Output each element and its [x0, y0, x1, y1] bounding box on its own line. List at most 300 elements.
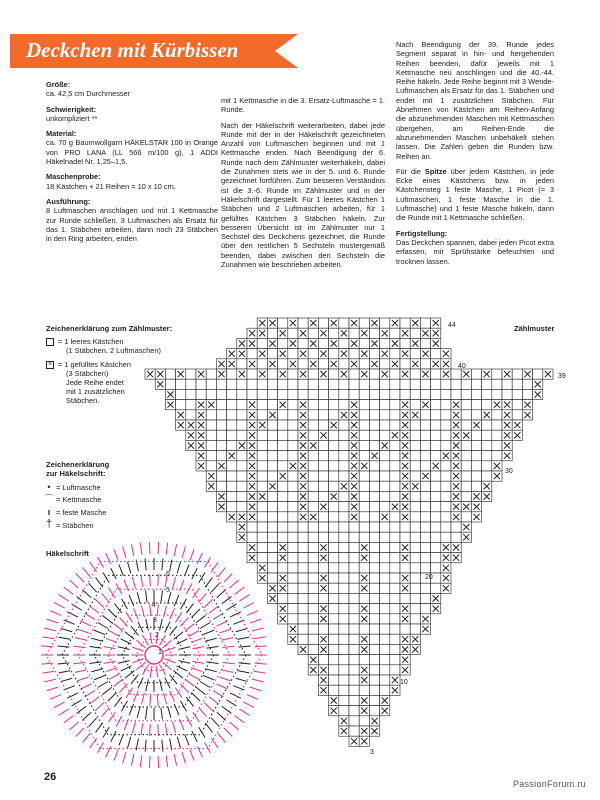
- stitch-mark: [247, 611, 258, 616]
- stitch-mark: [95, 599, 104, 607]
- instructions-p1: mit 1 Kettmasche in die 3. Ersatz-Luftmasche = 1. Runde.: [221, 96, 385, 115]
- stitch-mark: [119, 734, 123, 745]
- stitch-mark: [150, 632, 152, 644]
- stitch-mark: [125, 632, 134, 639]
- stitch-mark: [146, 679, 149, 691]
- stitch-mark: [102, 708, 110, 717]
- stitch-mark: [192, 568, 197, 579]
- stitch-mark: [106, 746, 111, 757]
- stitch-mark: [89, 718, 97, 727]
- stitch-mark: [134, 691, 139, 702]
- legend-staebchen: = Stäbchen: [56, 521, 94, 530]
- stitch-mark: [238, 637, 250, 639]
- stitch-mark: [217, 712, 226, 720]
- stitch-mark: [236, 678, 248, 681]
- page-title: Deckchen mit Kürbissen: [26, 38, 239, 62]
- gauge-value: 18 Kästchen + 21 Reihen = 10 x 10 cm.: [46, 181, 176, 191]
- stitch-mark: [199, 708, 207, 717]
- stitch-mark: [211, 738, 218, 748]
- stitch-mark: [247, 695, 258, 700]
- stitch-mark: [239, 595, 249, 601]
- stitch-mark: [162, 558, 163, 570]
- stitch-mark: [196, 687, 206, 694]
- execution-value: 8 Luftmaschen anschlagen und mit 1 Kettmasche zur Runde schließen. 3 Luftmaschen als Ersatz für das 1. Stäbchen arbeiten, dann noch 23 Stäbchen in den Ring arbeiten, enden: [46, 206, 218, 244]
- stitch-mark: [182, 752, 185, 764]
- stitch-mark: [57, 663, 69, 664]
- filled-line5: Stäbchen.: [66, 396, 100, 405]
- stitch-mark: [205, 578, 212, 588]
- stitch-mark: [170, 608, 175, 619]
- size-value: ca. 42,5 cm Durchmesser: [46, 89, 131, 99]
- stitch-mark: [72, 604, 82, 610]
- stitch-mark: [64, 587, 74, 594]
- stitch-mark: [174, 671, 183, 678]
- difficulty-label: Schwierigkeit:: [46, 104, 97, 114]
- stitch-mark: [141, 723, 143, 735]
- stitch-mark: [180, 684, 188, 693]
- stitch-mark: [217, 621, 228, 626]
- stitch-mark: [191, 638, 202, 642]
- stitch-mark: [192, 661, 204, 663]
- slip-stitch-icon: ⌒: [44, 494, 54, 504]
- stitch-mark: [233, 686, 244, 690]
- stitch-mark: [59, 671, 71, 673]
- stitch-mark: [141, 575, 143, 587]
- filled-line4: mit 1 zusätzlichen: [66, 387, 125, 396]
- stitch-mark: [108, 692, 116, 700]
- stitch-mark: [103, 727, 109, 737]
- stitch-mark: [178, 661, 190, 664]
- stitch-mark: [145, 558, 146, 570]
- size-label: Größe:: [46, 80, 71, 89]
- stitch-mark: [83, 567, 91, 576]
- stitch-mark: [132, 647, 143, 651]
- stitch-mark: [192, 731, 197, 742]
- stitch-mark: [150, 694, 151, 706]
- round-label-3: 3: [153, 617, 157, 624]
- stitch-mark: [254, 671, 266, 673]
- stitch-mark: [177, 562, 180, 574]
- stitch-mark: [59, 637, 71, 639]
- count-legend-title: Zeichenerklärung zum Zählmuster:: [46, 324, 173, 333]
- zaehlmuster-title: Zählmuster: [514, 324, 555, 333]
- stitch-mark: [73, 646, 85, 647]
- material-label: Material:: [46, 129, 77, 139]
- stitch-mark: [118, 661, 130, 664]
- stitch-mark: [211, 562, 218, 572]
- stitch-mark: [160, 665, 166, 675]
- stitch-mark: [80, 684, 91, 689]
- material-value: ca. 70 g Baumwollgarn HÄKELSTAR 100 in Orange von PRO LANA (LL 566 m/100 g), 1 ADDI Häkelnadel Nr. 1,25–1,5.: [46, 138, 218, 167]
- stitch-mark: [250, 619, 261, 623]
- stitch-mark: [197, 746, 202, 757]
- stitch-mark: [64, 716, 74, 723]
- stitch-mark: [205, 723, 212, 733]
- stitch-mark: [90, 562, 97, 572]
- stitch-mark: [205, 742, 211, 752]
- stitch-mark: [157, 694, 158, 706]
- stitch-mark: [124, 719, 128, 730]
- crochet-legend-title1: Zeichenerklärung: [46, 460, 110, 469]
- stitch-mark: [94, 675, 105, 680]
- stitch-mark: [75, 638, 87, 641]
- stitch-mark: [150, 724, 151, 736]
- stitch-mark: [61, 678, 73, 681]
- stitch-mark: [181, 701, 187, 711]
- stitch-mark: [170, 560, 172, 572]
- row-label-30: 30: [505, 468, 513, 475]
- round-label-4: 4: [152, 602, 156, 609]
- finish-label: Fertigstellung:: [396, 228, 448, 238]
- row-label-20: 20: [425, 574, 433, 581]
- crochet-legend-title2: zur Häkelschrift:: [46, 469, 106, 478]
- stitch-mark: [132, 577, 135, 589]
- stitch-mark: [95, 702, 104, 710]
- stitch-mark: [116, 716, 122, 727]
- stitch-mark: [217, 590, 226, 598]
- stitch-mark: [205, 669, 217, 672]
- stitch-mark: [177, 666, 188, 671]
- stitch-mark: [175, 688, 182, 698]
- stitch-mark: [57, 646, 69, 647]
- row-label-10: 10: [400, 679, 408, 686]
- stitch-mark: [145, 740, 146, 752]
- stitch-mark: [91, 638, 103, 641]
- gauge-label: Maschenprobe:: [46, 172, 101, 182]
- stitch-mark: [188, 631, 199, 637]
- stitch-mark: [122, 701, 128, 711]
- stitch-mark: [250, 687, 261, 691]
- stitch-mark: [211, 583, 219, 592]
- stitch-mark: [104, 647, 116, 649]
- stitch-mark: [54, 602, 65, 608]
- stitch-mark: [102, 687, 112, 694]
- stitch-mark: [196, 615, 206, 622]
- stitch-mark: [83, 733, 91, 742]
- filled-line1: = 1 gefülltes Kästchen: [58, 360, 131, 369]
- stitch-mark: [61, 628, 73, 631]
- stitch-mark: [190, 549, 194, 560]
- stitch-mark: [243, 602, 254, 608]
- stitch-mark: [200, 623, 210, 629]
- stitch-mark: [166, 755, 167, 767]
- stitch-mark: [150, 666, 152, 678]
- stitch-mark: [42, 671, 54, 673]
- round-label-1: 1: [158, 649, 162, 656]
- stitch-mark: [77, 677, 88, 681]
- stitch-mark: [230, 580, 239, 588]
- filled-line3: Jede Reihe endet: [66, 378, 124, 387]
- stitch-mark: [182, 546, 185, 558]
- empty-line1: = 1 leeres Kästchen: [58, 337, 124, 346]
- stitch-mark: [186, 583, 192, 594]
- stitch-mark: [54, 702, 65, 708]
- stitch-mark: [252, 679, 264, 682]
- row-label-3: 3: [370, 749, 374, 756]
- stitch-mark: [125, 671, 134, 678]
- stitch-mark: [47, 619, 58, 623]
- stitch-mark: [164, 606, 167, 618]
- stitch-mark: [243, 702, 254, 708]
- stitch-mark: [69, 722, 78, 730]
- round-label-2: 2: [155, 632, 159, 639]
- stitch-mark: [226, 700, 236, 706]
- stitch-mark: [217, 684, 228, 689]
- stitch-mark: [193, 712, 200, 722]
- stitch-mark: [129, 704, 134, 715]
- stitch-mark: [209, 606, 219, 613]
- stitch-mark: [85, 613, 95, 619]
- stitch-mark: [239, 646, 251, 647]
- stitch-mark: [64, 620, 75, 624]
- stitch-mark: [204, 599, 213, 607]
- difficulty-value: unkompliziert **: [46, 113, 98, 123]
- stitch-mark: [140, 543, 141, 555]
- stitch-mark: [221, 638, 233, 641]
- tip-post: über jedem Kästchen, in jede Ecke eines Kästchens bzw. in jeden Kästchensteg 1 feste Masche, 1 Picot (= 3 Luftmaschen, 1 feste Masche in die 1. Luftmasche) und 1 feste Masche häkeln, dann die Runde mit 1 Kettmasche schließen.: [396, 166, 554, 223]
- stitch-mark: [203, 675, 214, 680]
- stitch-mark: [239, 663, 251, 664]
- stitch-mark: [186, 603, 193, 613]
- legend-feste-masche: = feste Masche: [56, 508, 107, 517]
- stitch-mark: [218, 567, 226, 576]
- stitch-mark: [172, 577, 175, 589]
- legend-luftmasche: = Luftmasche: [56, 483, 101, 492]
- page-number: 26: [44, 771, 57, 783]
- stitch-mark: [98, 742, 104, 752]
- stitch-mark: [162, 662, 171, 670]
- stitch-mark: [90, 606, 100, 613]
- stitch-mark: [94, 630, 105, 635]
- stitch-mark: [146, 708, 148, 720]
- stitch-mark: [199, 727, 205, 737]
- stitch-mark: [76, 574, 84, 583]
- stitch-mark: [114, 624, 123, 631]
- stitch-mark: [109, 631, 120, 637]
- execution-label: Ausführung:: [46, 196, 91, 206]
- stitch-mark: [91, 669, 103, 672]
- stitch-mark: [96, 723, 103, 733]
- stitch-mark: [185, 734, 189, 745]
- stitch-mark: [75, 670, 87, 673]
- stitch-mark: [191, 692, 199, 700]
- stitch-mark: [162, 740, 163, 752]
- stitch-mark: [136, 739, 138, 751]
- stitch-mark: [160, 679, 163, 691]
- stitch-mark: [254, 637, 266, 639]
- stitch-mark: [222, 706, 232, 713]
- stitch-mark: [172, 721, 175, 733]
- empty-line2: (1 Stäbchen, 2 Luftmaschen): [66, 346, 161, 355]
- stitch-mark: [191, 668, 202, 672]
- stitch-mark: [141, 606, 144, 618]
- stitch-mark: [109, 674, 120, 680]
- double-crochet-icon: †: [45, 518, 53, 530]
- stitch-mark: [114, 749, 118, 760]
- stitch-mark: [174, 632, 183, 639]
- stitch-mark: [157, 604, 158, 616]
- stitch-mark: [150, 574, 151, 586]
- stitch-mark: [188, 674, 199, 680]
- round-label-6: 6: [166, 571, 170, 578]
- stitch-mark: [102, 615, 112, 622]
- stitch-mark: [156, 666, 158, 678]
- stitch-mark: [119, 565, 123, 576]
- stitch-mark: [161, 591, 163, 603]
- stitch-mark: [209, 697, 219, 704]
- stitch-mark: [180, 617, 188, 626]
- stitch-mark: [119, 684, 127, 693]
- stitch-mark: [158, 724, 159, 736]
- stitch-mark: [108, 609, 116, 617]
- stitch-mark: [140, 755, 141, 767]
- stitch-mark: [136, 640, 145, 648]
- stitch-mark: [174, 544, 176, 556]
- stitch-mark: [150, 604, 151, 616]
- stitch-mark: [119, 617, 127, 626]
- stitch-mark: [219, 629, 230, 633]
- stitch-mark: [170, 691, 175, 702]
- stitch-mark: [199, 593, 207, 602]
- stitch-mark: [121, 639, 132, 644]
- stitch-mark: [230, 612, 241, 617]
- stitch-mark: [180, 580, 184, 591]
- stitch-mark: [165, 622, 170, 633]
- filled-box-icon: ×: [47, 361, 53, 368]
- stitch-mark: [67, 693, 78, 698]
- stitch-mark: [98, 557, 104, 567]
- stitch-mark: [185, 624, 194, 631]
- stitch-mark: [111, 731, 116, 742]
- row-label-44: 44: [448, 322, 456, 329]
- stitch-mark: [118, 647, 130, 650]
- stitch-mark: [221, 670, 233, 673]
- stitch-mark: [211, 718, 219, 727]
- stitch-mark: [82, 590, 91, 598]
- haekelschrift-title: Häkelschrift: [46, 549, 89, 558]
- stitch-mark: [44, 628, 56, 631]
- stitch-mark: [224, 728, 232, 737]
- stitch-mark: [219, 677, 230, 681]
- stitch-mark: [178, 647, 190, 650]
- stitch-mark: [200, 682, 210, 688]
- tip-bold: Spitze: [424, 166, 447, 176]
- stitch-mark: [73, 662, 85, 663]
- round-label-5: 5: [166, 587, 170, 594]
- stitch-mark: [80, 621, 91, 626]
- stitch-mark: [50, 695, 61, 700]
- stitch-mark: [69, 580, 78, 588]
- stitch-mark: [58, 595, 68, 601]
- stitch-mark: [185, 565, 189, 576]
- stitch-mark: [165, 723, 167, 735]
- stitch-mark: [218, 733, 226, 742]
- stitch-mark: [235, 716, 245, 723]
- stitch-mark: [90, 697, 100, 704]
- stitch-mark: [230, 722, 239, 730]
- stitch-mark: [103, 573, 109, 583]
- stitch-mark: [42, 637, 54, 639]
- stitch-mark: [239, 709, 249, 715]
- stitch-mark: [134, 608, 139, 619]
- stitch-mark: [90, 647, 102, 649]
- legend-kettmasche: = Kettmasche: [56, 495, 102, 504]
- stitch-mark: [203, 630, 214, 635]
- stitch-mark: [197, 553, 202, 564]
- stitch-mark: [90, 662, 102, 664]
- stitch-mark: [146, 591, 148, 603]
- instructions-p3: Nach Beendigung der 39. Runde jedes Segment separat in hin- und hergehenden Reihen beenden, dafür jeweils mit 1 Kettmasche neu anschlingen und die 40.-44. Reihe häkeln. Jede Reihe beginnt mit 3 Wende-Luftmaschen als Ersatz für das 1. Stäbchen und endet mit 1 zusätzlichen Stäbchen. Für Abnehmen von Kästchen am Reihen-Anfang die abzunehmenden Maschen mit Kettmaschen übergehen, am Reihen-Ende die abzunehmenden Maschen unbehäkelt stehen lassen. Die Zahlen geben die Runden bzw. Reihen an.: [396, 40, 554, 161]
- stitch-mark: [158, 574, 159, 586]
- stitch-mark: [90, 738, 97, 748]
- stitch-mark: [204, 702, 213, 710]
- stitch-mark: [207, 647, 219, 649]
- stitch-mark: [58, 709, 68, 715]
- stitch-mark: [41, 646, 53, 647]
- stitch-mark: [109, 588, 116, 598]
- stitch-mark: [123, 752, 126, 764]
- tip-pre: Für die: [396, 166, 425, 176]
- stitch-mark: [236, 628, 248, 631]
- stitch-mark: [146, 619, 149, 631]
- stitch-mark: [238, 671, 250, 673]
- stitch-mark: [223, 646, 235, 647]
- instructions-p2: Nach der Häkelschrift weiterarbeiten, dabei jede Runde mit der in der Häkelschrift gezeichneten Anzahl von Luftmaschen beginnen und mit 1 Kettmasche enden. Nach Beendigung der 6. Runde nach dem Zählmuster weiterhäkeln, dabei die Zunahmen stets wie in der 5. und 6. Runde gezeichnet fortführen. Zum besseren Verständnis ist die 3.-6. Runde im Zählmuster und in der Häkelschrift dargestellt. Für 1 leeres Kästchen 1 Stäbchen und 2 Luftmaschen arbeiten, für 1 gefülltes Kästchen 3 Stäbchen häkeln. Zur besseren Übersicht ist im Zählmuster nur 1 Sechstel des Deckchens gezeichnet, die Runde über den restlichen 5 Sechsteln mustergemäß beenden, dabei zwischen den Sechsteln die Zunahmen wie beschrieben arbeiten.: [221, 120, 385, 270]
- stitch-mark: [252, 628, 264, 631]
- finish-value: Das Deckchen spannen, dabei jeden Picot extra erfassen, mit Sprühstärke befeuchten und trocknen lassen.: [396, 237, 554, 266]
- stitch-mark: [190, 749, 194, 760]
- stitch-mark: [205, 638, 217, 641]
- stitch-mark: [174, 704, 179, 715]
- stitch-mark: [114, 697, 121, 707]
- stitch-mark: [213, 691, 223, 697]
- row-label-39: 39: [558, 373, 566, 380]
- stitch-mark: [114, 603, 121, 613]
- stitch-mark: [137, 706, 140, 718]
- stitch-mark: [177, 737, 180, 749]
- stitch-mark: [166, 543, 167, 555]
- stitch-mark: [82, 712, 91, 720]
- stitch-mark: [235, 587, 245, 594]
- stitch-mark: [129, 595, 134, 606]
- stitch-mark: [47, 687, 58, 691]
- stitch-mark: [111, 568, 116, 579]
- stitch-mark: [143, 665, 149, 675]
- stitch-mark: [132, 721, 135, 733]
- stitch-mark: [104, 661, 116, 663]
- stitch-mark: [186, 697, 193, 707]
- stitch-mark: [224, 574, 232, 583]
- stitch-mark: [192, 647, 204, 649]
- stitch-mark: [174, 754, 176, 766]
- stitch-mark: [114, 679, 123, 686]
- stitch-mark: [98, 623, 108, 629]
- stitch-mark: [44, 679, 56, 682]
- stitch-mark: [96, 578, 103, 588]
- stitch-mark: [89, 583, 97, 592]
- stitch-mark: [50, 611, 61, 616]
- stitch-mark: [127, 562, 130, 574]
- stitch-mark: [185, 679, 194, 686]
- stitch-mark: [143, 635, 149, 645]
- stitch-mark: [168, 706, 171, 718]
- stitch-mark: [126, 688, 133, 698]
- stitch-mark: [102, 593, 110, 602]
- stitch-mark: [138, 678, 143, 689]
- stitch-mark: [207, 662, 219, 664]
- watermark: PassionForum.ru: [512, 779, 586, 789]
- single-crochet-icon: ı: [47, 507, 51, 517]
